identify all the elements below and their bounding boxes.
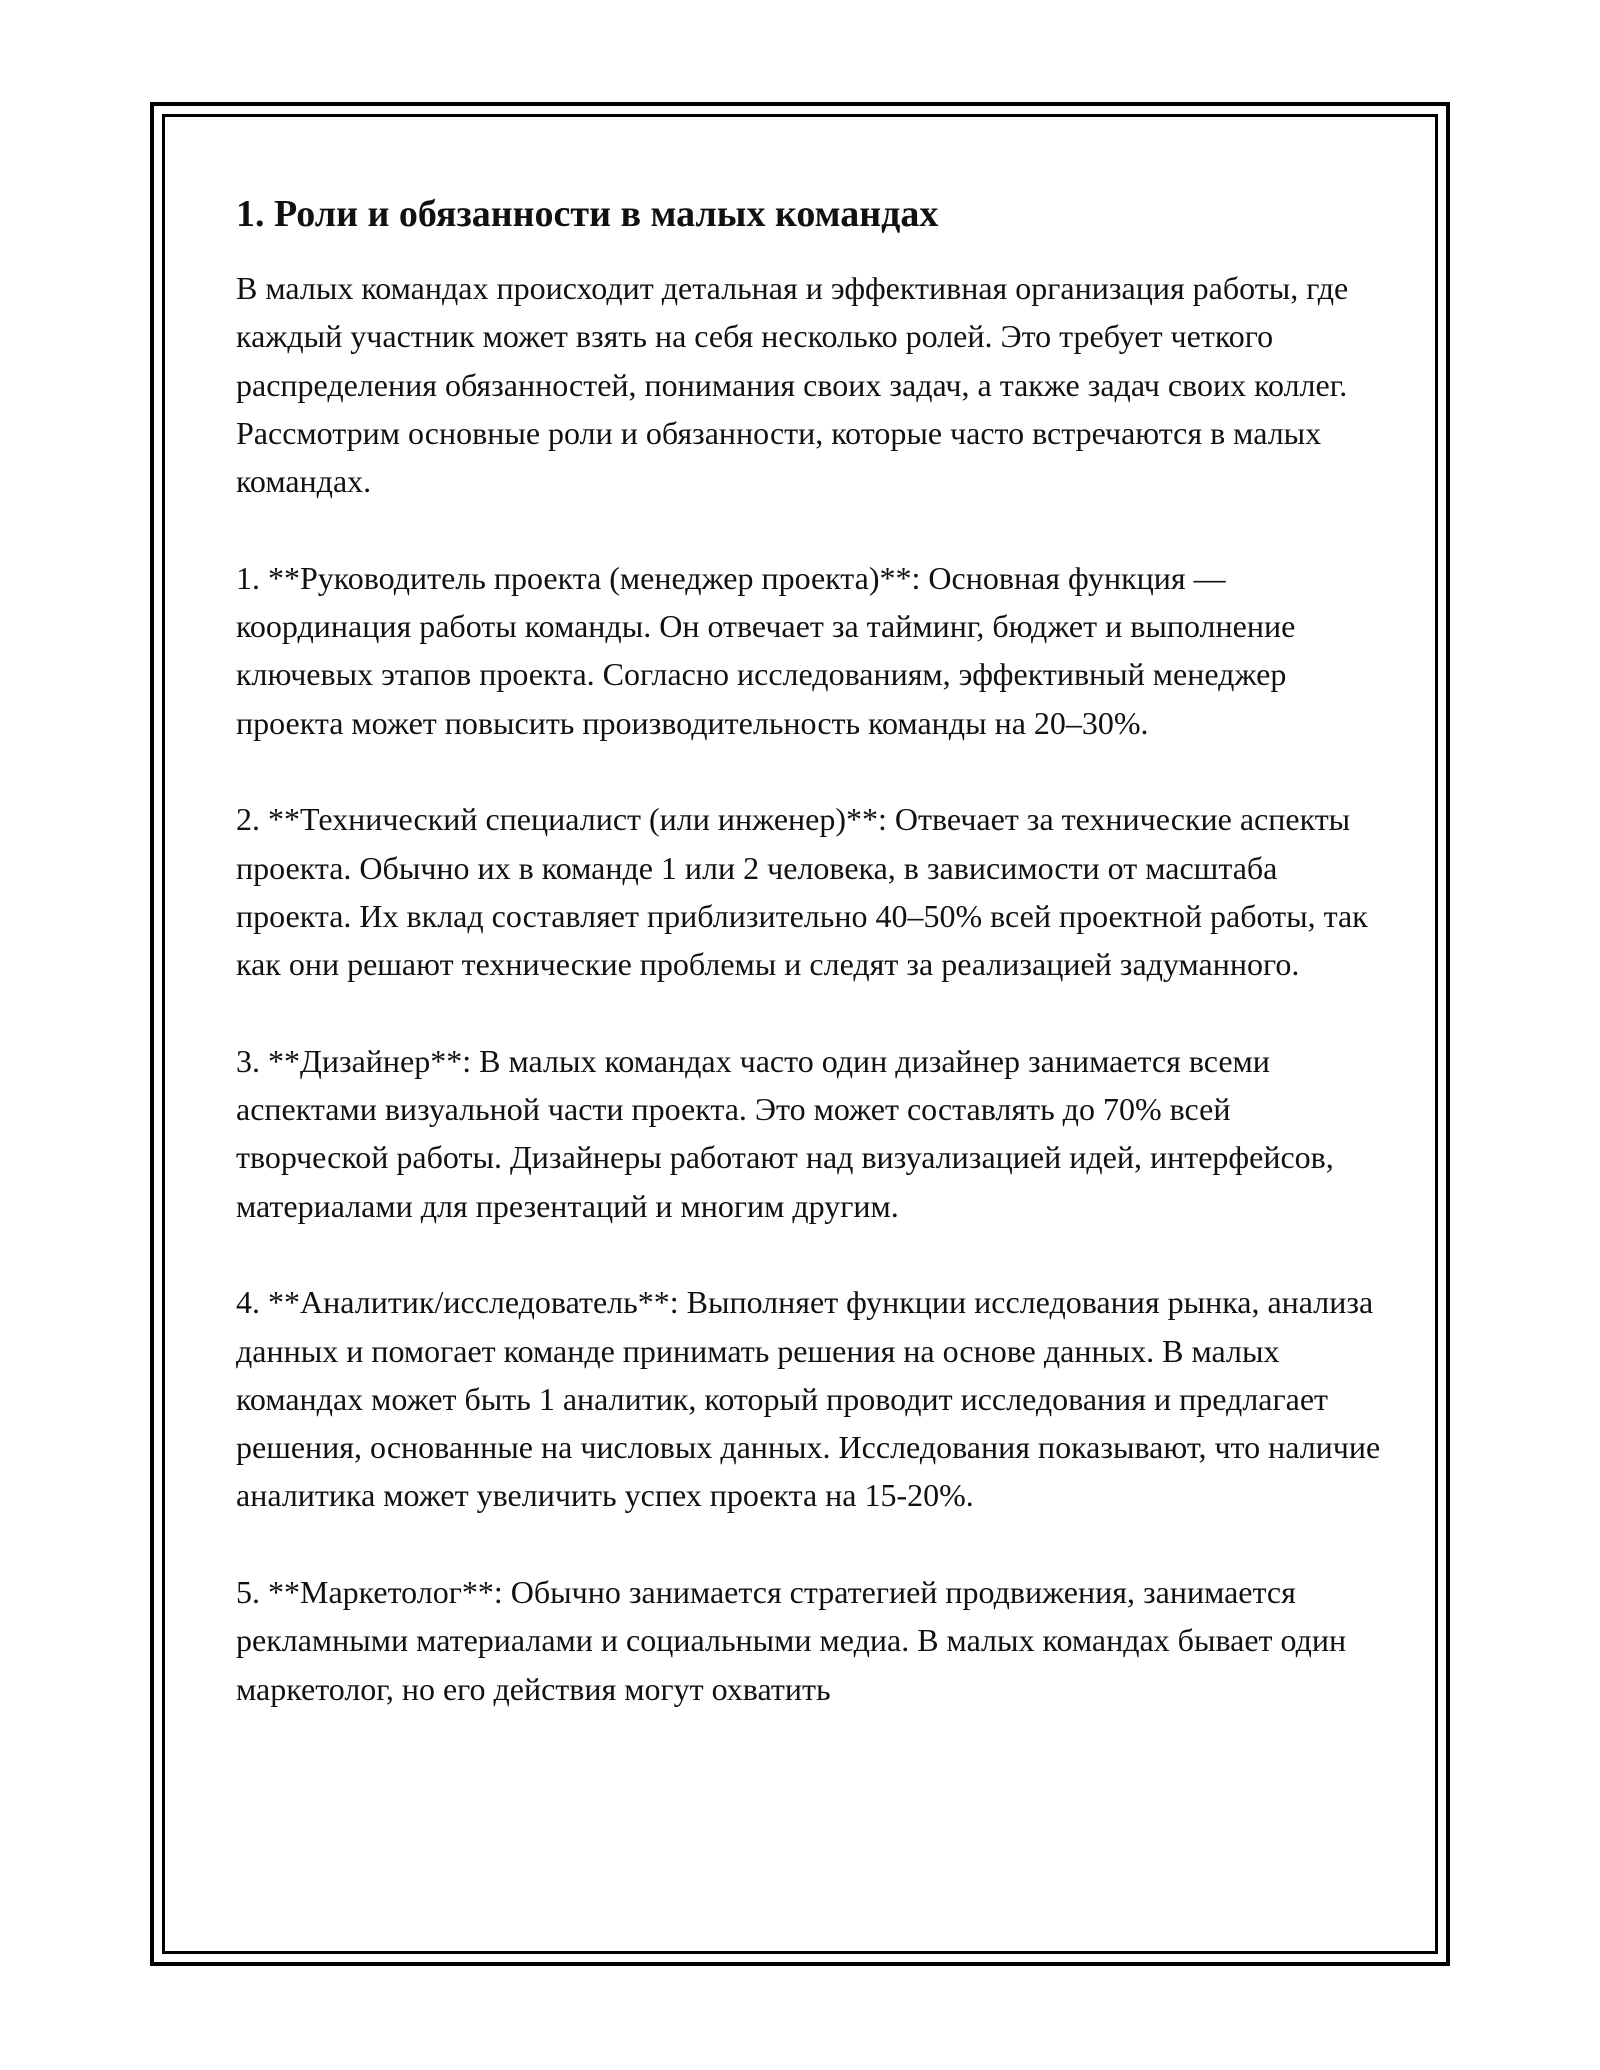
section-title: 1. Роли и обязанности в малых командах (236, 193, 939, 235)
role-marketer-paragraph: 5. **Маркетолог**: Обычно занимается стратегией продвижения, занимается рекламными материалами и социальными медиа. В малых командах бывает один маркетолог, но его действия могут охватить (236, 1574, 1347, 1707)
role-designer-paragraph: 3. **Дизайнер**: В малых командах часто один дизайнер занимается всеми аспектами визуальной части проекта. Это может составлять до 70% всей творческой работы. Дизайнеры работают над визуализацией идей, интерфейсов, материалами для презентаций и многим другим. (236, 1042, 1334, 1224)
document-body (236, 190, 1386, 1761)
intro-paragraph: В малых командах происходит детальная и эффективная организация работы, где каждый участник может взять на себя несколько ролей. Это требует четкого распределения обязанностей, понимания своих задач, а также задач своих коллег. Рассмотрим основные роли и обязанности, которые часто встречаются в малых командах. (236, 270, 1349, 500)
role-analyst-paragraph: 4. **Аналитик/исследователь**: Выполняет функции исследования рынка, анализа данных и помогает команде принимать решения на основе данных. В малых командах может быть 1 аналитик, который проводит исследования и предлагает решения, основанные на числовых данных. Исследования показывают, что наличие аналитика может увеличить успех проекта на 15-20%. (236, 1284, 1381, 1514)
role-project-manager-paragraph: 1. **Руководитель проекта (менеджер проекта)**: Основная функция — координация работы команды. Он отвечает за тайминг, бюджет и выполнение ключевых этапов проекта. Согласно исследованиям, эффективный менеджер проекта может повысить производительность команды на 20–30%. (236, 559, 1296, 741)
role-technical-specialist-paragraph: 2. **Технический специалист (или инженер)**: Отвечает за технические аспекты проекта. Обычно их в команде 1 или 2 человека, в зависимости от масштаба проекта. Их вклад составляет приблизительно 40–50% всей проектной работы, так как они решают технические проблемы и следят за реализацией задуманного. (236, 801, 1368, 983)
